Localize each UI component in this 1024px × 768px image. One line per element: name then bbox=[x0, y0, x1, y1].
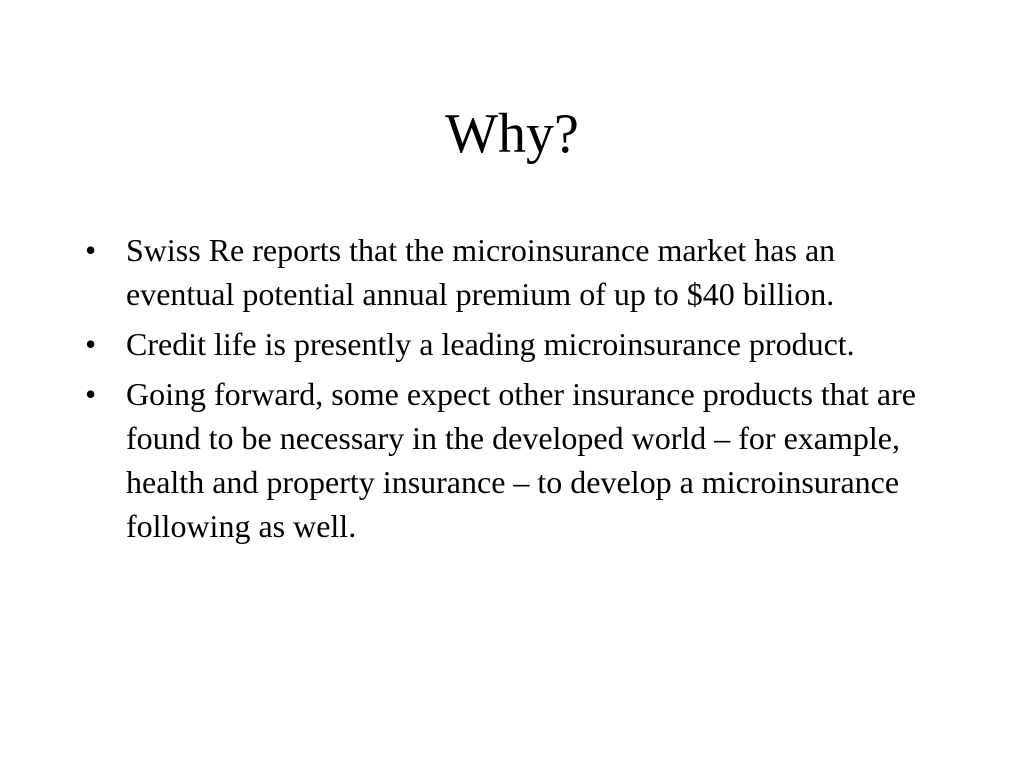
slide-title: Why? bbox=[445, 103, 579, 165]
bullet-item bbox=[83, 322, 943, 366]
bullet-list bbox=[83, 228, 943, 554]
bullet-text: Credit life is presently a leading microinsurance product. bbox=[126, 326, 855, 362]
bullet-item bbox=[83, 228, 943, 316]
bullet-icon: • bbox=[85, 376, 97, 412]
bullet-text: Going forward, some expect other insurance products that are found to be necessary in the developed world – for example, health and property insurance – to develop a microinsurance following as well. bbox=[126, 376, 916, 544]
bullet-item bbox=[83, 372, 943, 548]
bullet-icon: • bbox=[85, 326, 97, 362]
bullet-text: Swiss Re reports that the microinsurance market has an eventual potential annual premium of up to $40 billion. bbox=[126, 232, 836, 312]
bullet-icon: • bbox=[85, 232, 97, 268]
